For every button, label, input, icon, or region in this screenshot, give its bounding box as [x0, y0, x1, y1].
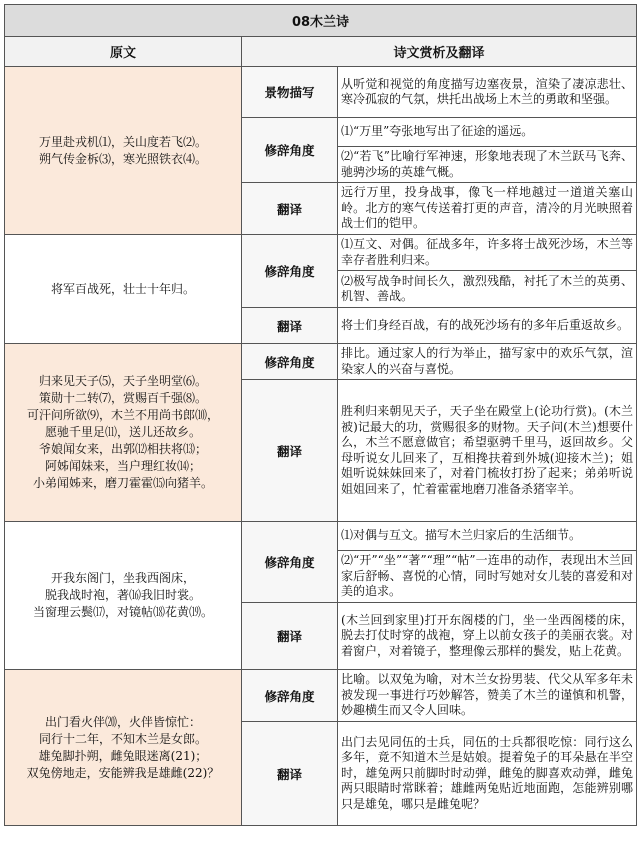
- analysis-text: 比喻。以双兔为喻，对木兰女扮男装、代父从军多年未被发现一事进行巧妙解答，赞美了木兰的谨慎和机警，妙趣横生而又令人回味。: [338, 670, 637, 722]
- original-line: 同行十二年，不知木兰是女郎。: [38, 731, 207, 746]
- original-line: 愿驰千里足⑾，送儿还故乡。: [44, 425, 201, 439]
- analysis-text: ⑴对偶与互文。描写木兰归家后的生活细节。: [338, 522, 637, 551]
- label-scenery: 景物描写: [242, 67, 338, 118]
- original-text-3: [5, 344, 242, 522]
- original-line: 脱我战时袍，著⒃我旧时裳。: [44, 588, 201, 602]
- label-rhetoric: 修辞角度: [242, 118, 338, 183]
- original-text-5: [5, 670, 242, 826]
- original-line: 可汗问所欲⑼，木兰不用尚书郎⑽，: [26, 408, 219, 422]
- table-title: 08木兰诗: [5, 5, 637, 37]
- original-line: 归来见天子⑸，天子坐明堂⑹。: [38, 374, 207, 388]
- original-line: 爷娘闻女来，出郭⑿相扶将⒀；: [38, 442, 207, 456]
- original-line: 将军百战死，壮士十年归。: [50, 281, 195, 296]
- analysis-text: ⑵极写战争时间长久，激烈残酷，衬托了木兰的英勇、机智、善战。: [338, 271, 637, 308]
- original-line: 小弟闻姊来，磨刀霍霍⒂向猪羊。: [32, 476, 213, 490]
- original-line: 策勋十二转⑺，赏赐百千强⑻。: [38, 391, 207, 405]
- poem-table: [4, 4, 637, 826]
- analysis-text: 从听觉和视觉的角度描写边塞夜景，渲染了凄凉悲壮、寒冷孤寂的气氛，烘托出战场上木兰的勇敢和坚强。: [338, 67, 637, 118]
- original-line: 朔气传金柝⑶，寒光照铁衣⑷。: [38, 151, 207, 166]
- original-text-2: [5, 235, 242, 344]
- original-line: 阿姊闻妹来，当户理红妆⒁；: [44, 459, 201, 473]
- original-text-4: [5, 522, 242, 670]
- original-text-1: [5, 67, 242, 235]
- header-original: 原文: [5, 37, 242, 67]
- label-rhetoric: 修辞角度: [242, 235, 338, 308]
- label-rhetoric: 修辞角度: [242, 344, 338, 380]
- analysis-text: 远行万里，投身战事，像飞一样地越过一道道关塞山岭。北方的寒气传送着打更的声音，清冷的月光映照着战士们的铠甲。: [338, 183, 637, 235]
- label-translation: 翻译: [242, 603, 338, 670]
- analysis-text: 将士们身经百战，有的战死沙场有的多年后重返故乡。: [338, 308, 637, 344]
- label-translation: 翻译: [242, 308, 338, 344]
- analysis-text: ⑴“万里”夸张地写出了征途的遥远。: [338, 118, 637, 147]
- original-line: 雄兔脚扑朔，雌兔眼迷离(21)；: [38, 748, 208, 763]
- original-line: 万里赴戎机⑴，关山度若飞⑵。: [38, 134, 207, 149]
- label-translation: 翻译: [242, 183, 338, 235]
- analysis-text: 排比。通过家人的行为举止，描写家中的欢乐气氛，渲染家人的兴奋与喜悦。: [338, 344, 637, 380]
- original-line: 出门看火伴⒇，火伴皆惊忙：: [44, 714, 201, 729]
- header-analysis: 诗文赏析及翻译: [242, 37, 637, 67]
- analysis-text: 胜利归来朝见天子，天子坐在殿堂上(论功行赏)。(木兰被)记最大的功，赏赐很多的财物。天子问(木兰)想要什么，木兰不愿意做官；希望驱骋千里马，返回故乡。父母听说女儿回来了，互相搀扶着到外城(迎接木兰)；姐姐听说妹妹回来了，对着门梳妆打扮了起来；弟弟听说姐姐回来了，忙着霍霍地磨刀准备杀猪宰羊。: [338, 380, 637, 522]
- label-translation: 翻译: [242, 380, 338, 522]
- analysis-text: ⑵“开”“坐”“著”“理”“帖”一连串的动作，表现出木兰回家后舒畅、喜悦的心情，同时写她对女儿装的喜爱和对美的追求。: [338, 551, 637, 603]
- original-line: 双兔傍地走，安能辨我是雄雌(22)？: [26, 765, 220, 780]
- analysis-text: (木兰回到家里)打开东阁楼的门，坐一坐西阁楼的床，脱去打仗时穿的战袍，穿上以前女孩子的美丽衣裳。对着窗户，对着镜子，整理像云那样的鬓发，贴上花黄。: [338, 603, 637, 670]
- label-translation: 翻译: [242, 722, 338, 826]
- original-line: 当窗理云鬓⒄，对镜帖⒅花黄⒆。: [32, 605, 213, 619]
- analysis-text: ⑵“若飞”比喻行军神速，形象地表现了木兰跃马飞奔、驰骋沙场的英雄气概。: [338, 147, 637, 183]
- original-line: 开我东阁门，坐我西阁床，: [50, 571, 195, 585]
- label-rhetoric: 修辞角度: [242, 522, 338, 603]
- label-rhetoric: 修辞角度: [242, 670, 338, 722]
- analysis-text: 出门去见同伍的士兵，同伍的士兵都很吃惊：同行这么多年，竟不知道木兰是姑娘。提着兔子的耳朵悬在半空时，雄兔两只前脚时时动弹，雌兔的脚喜欢动弹，雌兔两只眼睛时常眯着；雄雌两兔贴近地面跑，怎能辨别哪只是雄兔，哪只是雌兔呢？: [338, 722, 637, 826]
- analysis-text: ⑴互文、对偶。征战多年，许多将士战死沙场，木兰等幸存者胜利归来。: [338, 235, 637, 271]
